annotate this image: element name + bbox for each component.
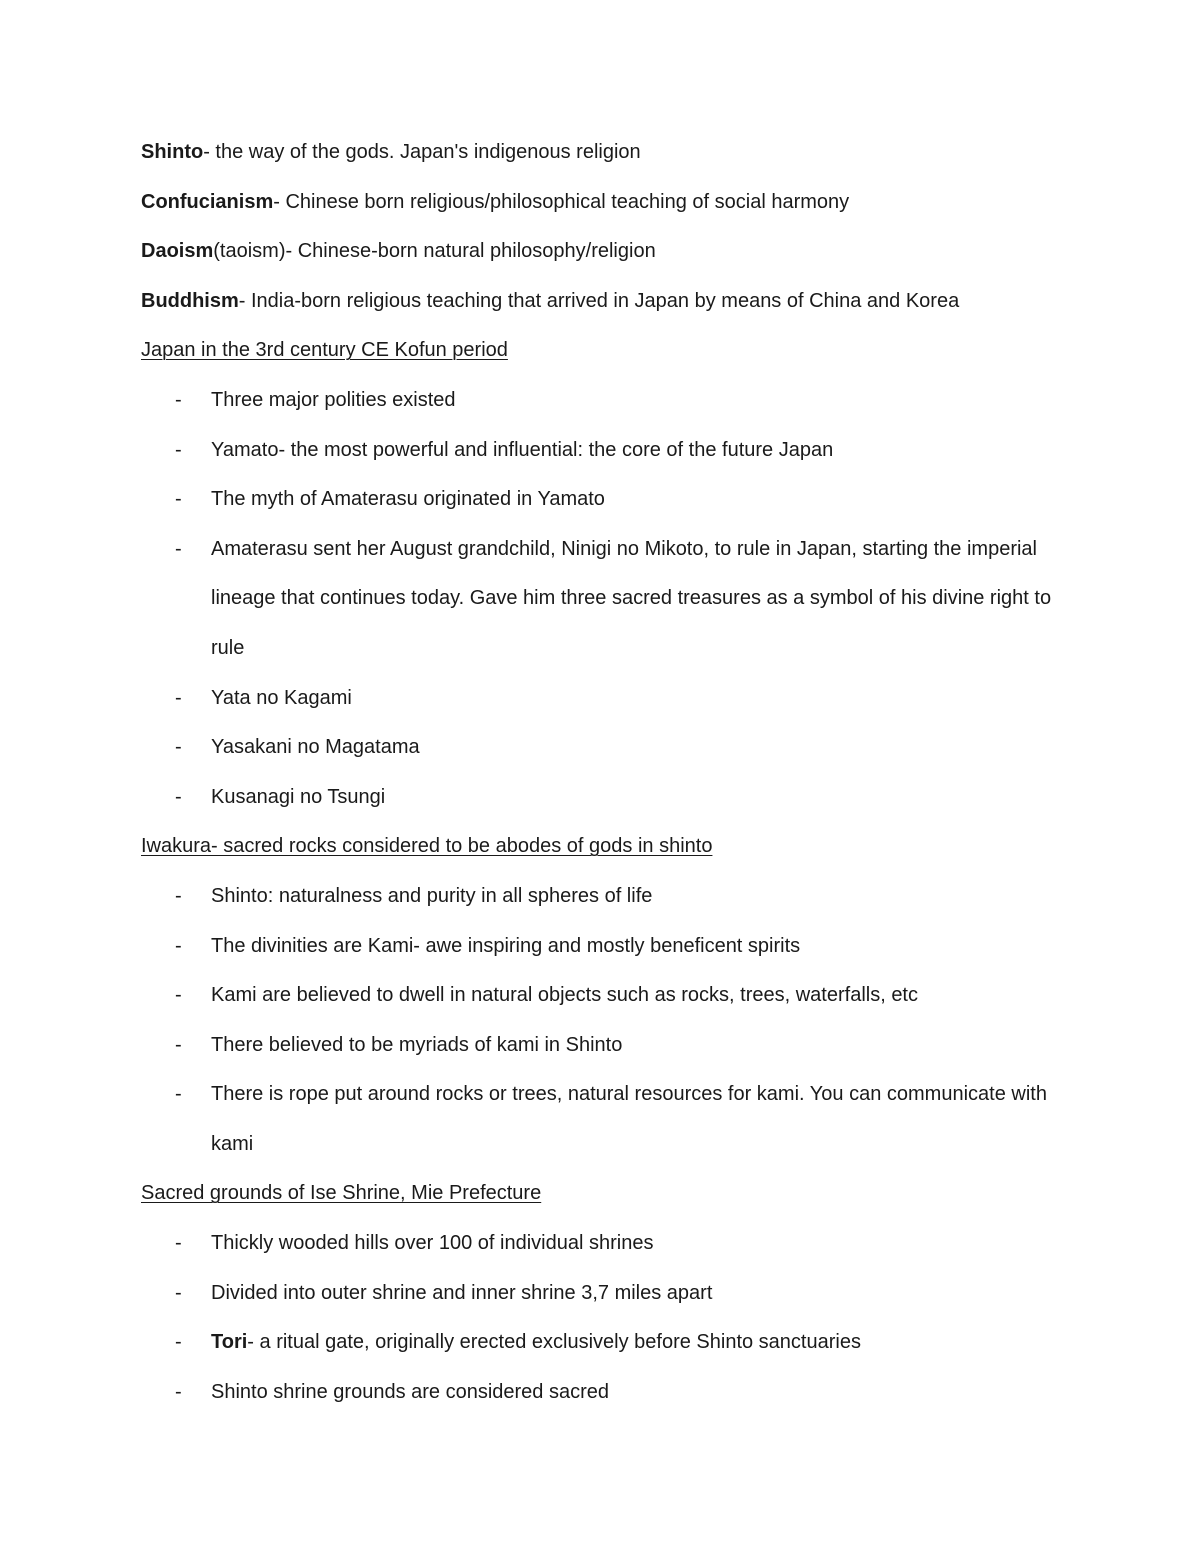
list-item-text: There is rope put around rocks or trees, natural resources for kami. You can communicate with kami <box>211 1083 1047 1155</box>
list-item-text: There believed to be myriads of kami in Shinto <box>211 1033 623 1056</box>
definition-text: - a ritual gate, originally erected exclusively before Shinto sanctuaries <box>247 1331 861 1354</box>
list-item <box>141 525 1061 674</box>
list-item-text <box>211 1318 1061 1368</box>
definition-text: - the way of the gods. Japan's indigenous religion <box>203 141 641 163</box>
list-item <box>141 674 1061 724</box>
list-item <box>141 475 1061 525</box>
definition-buddhism <box>141 277 1061 327</box>
dash-marker: - <box>175 1033 182 1056</box>
dash-marker: - <box>175 537 182 560</box>
list-item <box>141 1318 1061 1368</box>
list-item <box>141 1219 1061 1269</box>
list-item <box>141 1368 1061 1418</box>
list-item-text: The myth of Amaterasu originated in Yamato <box>211 488 605 511</box>
list-item-text: Shinto: naturalness and purity in all spheres of life <box>211 884 653 907</box>
dash-marker: - <box>175 984 182 1007</box>
term-label: Tori <box>211 1331 248 1354</box>
term-label: Buddhism <box>141 289 239 312</box>
list-item-text: Yasakani no Magatama <box>211 736 420 759</box>
list-item-text: Thickly wooded hills over 100 of individual shrines <box>211 1232 654 1255</box>
document-body <box>141 128 1061 1417</box>
section-heading-ise-shrine: Sacred grounds of Ise Shrine, Mie Prefecture <box>141 1182 542 1205</box>
list-item <box>141 872 1061 922</box>
list-item <box>141 1269 1061 1319</box>
dash-marker: - <box>175 1331 182 1354</box>
section-heading-iwakura: Iwakura- sacred rocks considered to be abodes of gods in shinto <box>141 835 713 858</box>
list-item <box>141 376 1061 426</box>
list-item <box>141 971 1061 1021</box>
list-item-text: Divided into outer shrine and inner shrine 3,7 miles apart <box>211 1281 713 1304</box>
list-item-text: The divinities are Kami- awe inspiring and mostly beneficent spirits <box>211 934 801 957</box>
list-item <box>141 1021 1061 1071</box>
section-heading-kofun: Japan in the 3rd century CE Kofun period <box>141 339 508 362</box>
term-label: Shinto <box>141 141 204 163</box>
list-item-text: Kami are believed to dwell in natural objects such as rocks, trees, waterfalls, etc <box>211 984 918 1007</box>
dash-marker: - <box>175 1380 182 1403</box>
list-item-text: Amaterasu sent her August grandchild, Ninigi no Mikoto, to rule in Japan, starting the imperial lineage that continues today. Gave him three sacred treasures as a symbol of his divine right to rule <box>211 537 1052 659</box>
list-item <box>141 1070 1061 1169</box>
list-item <box>141 922 1061 972</box>
dash-marker: - <box>175 884 182 907</box>
list-item <box>141 773 1061 823</box>
dash-marker: - <box>175 1083 182 1106</box>
dash-marker: - <box>175 736 182 759</box>
list-item-text: Yamato- the most powerful and influential: the core of the future Japan <box>211 438 834 461</box>
dash-marker: - <box>175 388 182 411</box>
definition-confucianism <box>141 178 1061 228</box>
term-label: Daoism <box>141 240 214 263</box>
dash-marker: - <box>175 488 182 511</box>
term-label: Confucianism <box>141 190 274 213</box>
dash-marker: - <box>175 785 182 808</box>
list-item <box>141 426 1061 476</box>
dash-marker: - <box>175 686 182 709</box>
dash-marker: - <box>175 934 182 957</box>
dash-marker: - <box>175 1281 182 1304</box>
dash-marker: - <box>175 438 182 461</box>
list-item-text: Shinto shrine grounds are considered sacred <box>211 1380 610 1403</box>
definition-text: - Chinese born religious/philosophical teaching of social harmony <box>273 190 850 213</box>
definition-text: (taoism)- Chinese-born natural philosophy/religion <box>213 240 656 263</box>
definition-text: - India-born religious teaching that arrived in Japan by means of China and Korea <box>238 289 960 312</box>
definition-daoism <box>141 227 1061 277</box>
dash-marker: - <box>175 1232 182 1255</box>
list-item-text: Yata no Kagami <box>211 686 352 709</box>
list-item-text: Three major polities existed <box>211 388 456 411</box>
list-item <box>141 723 1061 773</box>
definition-shinto <box>141 128 1061 178</box>
list-item-text: Kusanagi no Tsungi <box>211 785 386 808</box>
